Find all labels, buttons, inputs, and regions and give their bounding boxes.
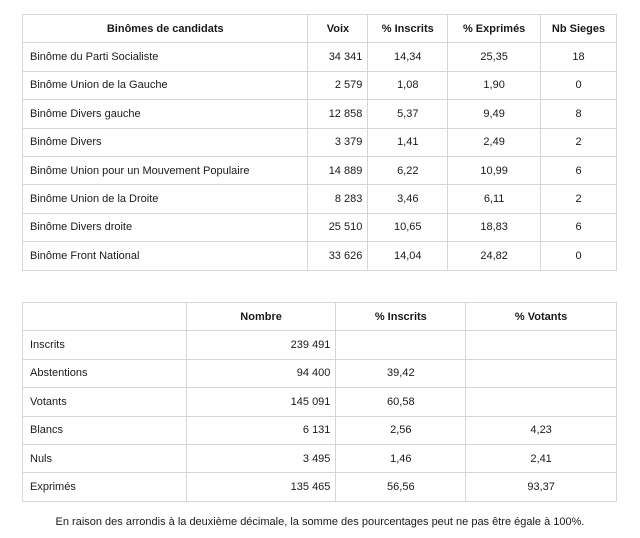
table-row [23,185,617,213]
votes-cell: 3 379 [308,128,368,156]
pct-inscrits-cell: 5,37 [368,100,448,128]
candidate-name: Binôme Union de la Droite [23,185,308,213]
count-cell: 239 491 [186,331,336,359]
table-row [23,213,617,241]
votes-cell: 14 889 [308,156,368,184]
seats-cell: 2 [541,128,617,156]
votes-cell: 25 510 [308,213,368,241]
header-pct-inscrits: % Inscrits [336,303,466,331]
candidates-header-row [23,15,617,43]
table-row [23,100,617,128]
candidate-name: Binôme Front National [23,242,308,270]
count-cell: 6 131 [186,416,336,444]
row-label: Nuls [23,444,187,472]
pct-exprimes-cell: 10,99 [448,156,541,184]
table-row [23,43,617,71]
count-cell: 135 465 [186,473,336,501]
row-label: Inscrits [23,331,187,359]
pct-inscrits-cell: 6,22 [368,156,448,184]
seats-cell: 6 [541,213,617,241]
table-row [23,416,617,444]
table-row [23,444,617,472]
count-cell: 145 091 [186,388,336,416]
table-row [23,388,617,416]
pct-inscrits-cell: 60,58 [336,388,466,416]
pct-inscrits-cell: 10,65 [368,213,448,241]
seats-cell: 0 [541,71,617,99]
pct-votants-cell: 2,41 [466,444,617,472]
pct-exprimes-cell: 9,49 [448,100,541,128]
table-row [23,359,617,387]
seats-cell: 8 [541,100,617,128]
votes-cell: 33 626 [308,242,368,270]
header-pct-votants: % Votants [466,303,617,331]
header-nombre: Nombre [186,303,336,331]
table-row [23,331,617,359]
table-row [23,156,617,184]
seats-cell: 0 [541,242,617,270]
votes-cell: 8 283 [308,185,368,213]
header-voix: Voix [308,15,368,43]
pct-votants-cell: 93,37 [466,473,617,501]
row-label: Blancs [23,416,187,444]
pct-inscrits-cell: 3,46 [368,185,448,213]
votes-cell: 12 858 [308,100,368,128]
seats-cell: 6 [541,156,617,184]
votes-cell: 2 579 [308,71,368,99]
table-row [23,242,617,270]
pct-exprimes-cell: 18,83 [448,213,541,241]
header-blank [23,303,187,331]
header-pct-inscrits: % Inscrits [368,15,448,43]
pct-inscrits-cell: 1,08 [368,71,448,99]
candidate-name: Binôme Divers droite [23,213,308,241]
candidate-name: Binôme Union de la Gauche [23,71,308,99]
pct-inscrits-cell: 14,34 [368,43,448,71]
pct-inscrits-cell: 1,41 [368,128,448,156]
candidate-name: Binôme Divers gauche [23,100,308,128]
pct-votants-cell: 4,23 [466,416,617,444]
pct-votants-cell [466,359,617,387]
header-pct-exprimes: % Exprimés [448,15,541,43]
pct-inscrits-cell: 14,04 [368,242,448,270]
candidates-results-table [22,14,617,271]
pct-exprimes-cell: 6,11 [448,185,541,213]
row-label: Exprimés [23,473,187,501]
candidate-name: Binôme du Parti Socialiste [23,43,308,71]
pct-inscrits-cell: 2,56 [336,416,466,444]
candidate-name: Binôme Divers [23,128,308,156]
pct-inscrits-cell: 39,42 [336,359,466,387]
rounding-footnote: En raison des arrondis à la deuxième décimale, la somme des pourcentages peut ne pas être égale à 100%. [55,516,585,528]
pct-exprimes-cell: 24,82 [448,242,541,270]
row-label: Abstentions [23,359,187,387]
row-label: Votants [23,388,187,416]
pct-exprimes-cell: 2,49 [448,128,541,156]
pct-votants-cell [466,331,617,359]
pct-inscrits-cell [336,331,466,359]
pct-inscrits-cell: 1,46 [336,444,466,472]
header-nb-sieges: Nb Sieges [541,15,617,43]
pct-exprimes-cell: 1,90 [448,71,541,99]
table-row [23,71,617,99]
count-cell: 3 495 [186,444,336,472]
participation-header-row [23,303,617,331]
candidate-name: Binôme Union pour un Mouvement Populaire [23,156,308,184]
participation-table [22,302,617,502]
seats-cell: 2 [541,185,617,213]
pct-inscrits-cell: 56,56 [336,473,466,501]
header-binomes: Binômes de candidats [23,15,308,43]
pct-exprimes-cell: 25,35 [448,43,541,71]
count-cell: 94 400 [186,359,336,387]
table-row [23,128,617,156]
table-row [23,473,617,501]
seats-cell: 18 [541,43,617,71]
votes-cell: 34 341 [308,43,368,71]
pct-votants-cell [466,388,617,416]
